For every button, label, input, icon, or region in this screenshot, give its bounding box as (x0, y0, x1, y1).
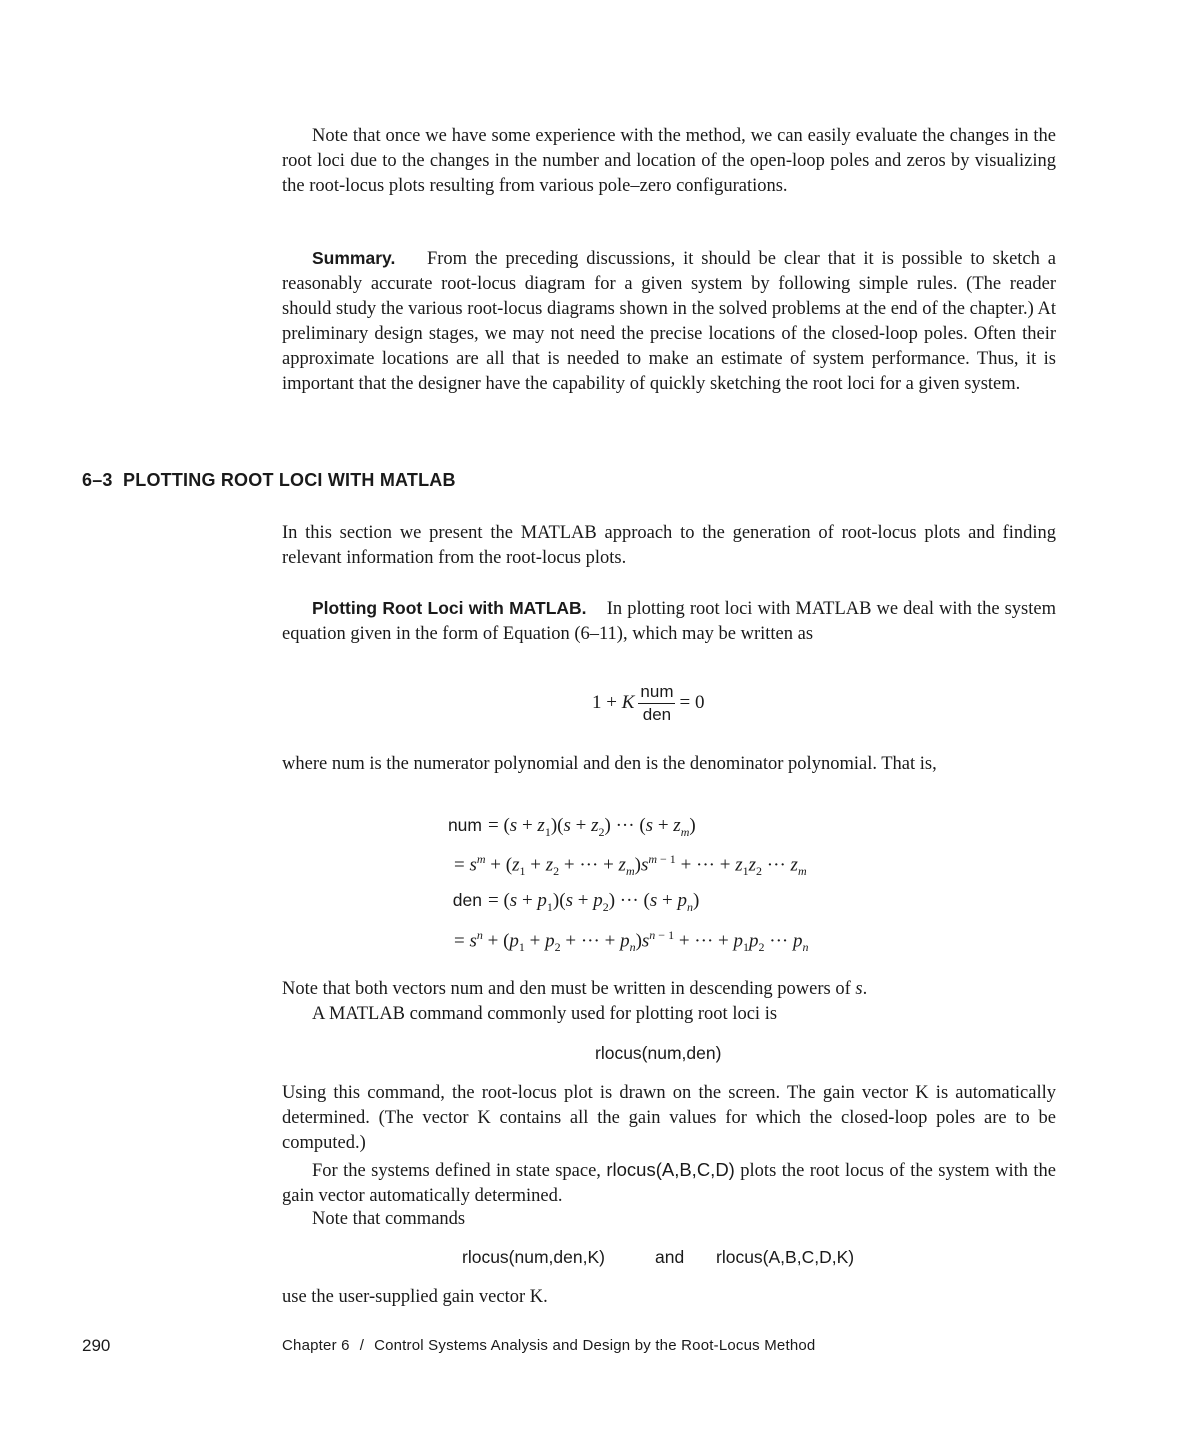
command-rlocus-state-gain: rlocus(A,B,C,D,K) (716, 1247, 855, 1267)
paragraph-command-intro: A MATLAB command commonly used for plotting root loci is (312, 1004, 778, 1024)
paragraph-where: where num is the numerator polynomial and den is the denominator polynomial. That is, (282, 754, 937, 774)
paragraph-intro: In this section we present the MATLAB approach to the generation of root-locus plots and finding relevant information from the root-locus plots. (282, 523, 1056, 568)
paragraph-user-supplied: use the user-supplied gain vector K. (282, 1287, 548, 1307)
eq1-gain-K: K (621, 691, 635, 713)
command-and: and (655, 1247, 685, 1267)
section-title: PLOTTING ROOT LOCI WITH MATLAB (123, 470, 456, 490)
paragraph-open-loop: Note that once we have some experience with the method, we can easily evaluate the changes in the root loci due to the changes in the number and location of the open-loop poles and zeros by visualizing the root-locus plots resulting from various pole–zero configurations. (282, 126, 1056, 196)
plotting-run-in-head: Plotting Root Loci with MATLAB. (312, 598, 587, 618)
command-rlocus-state: rlocus(A,B,C,D) (606, 1159, 735, 1180)
paragraph-plotting (282, 596, 1056, 647)
eq1-fraction (638, 681, 675, 726)
footer-chapter-title: Control Systems Analysis and Design by the Root-Locus Method (374, 1337, 816, 1354)
paragraph-using: Using this command, the root-locus plot is drawn on the screen. The gain vector K is automatically determined. (The vector K contains all the gain values for which the closed-loop poles are to be computed.) (282, 1083, 1056, 1153)
summary-text: From the preceding discussions, it should be clear that it is possible to sketch a reasonably accurate root-locus diagram for a given system by following simple rules. (The reader should study the various root-locus diagrams shown in the solved problems at the end of the chapter.) At preliminary design stages, we may not need the precise locations of the closed-loop poles. Often their approximate locations are all that is needed to make an estimate of system performance. Thus, it is important that the designer have the capability of quickly sketching the root loci for a given system. (282, 249, 1057, 394)
eq-num-label: num (447, 815, 482, 835)
eq-sign: = (454, 854, 465, 876)
eq1-numerator: num (638, 681, 675, 704)
equation-characteristic (592, 681, 704, 726)
footer-chapter: Chapter 6 (282, 1337, 350, 1354)
eq-den-label: den (452, 890, 482, 910)
summary-run-in-head: Summary. (312, 248, 396, 268)
command-rlocus-basic: rlocus(num,den) (595, 1043, 722, 1063)
eq-sign: = (488, 890, 499, 911)
equation-den-expanded: = $s^n + (p_1 + p_2$ + ··· + $p_n)s^{n - 1}$ + ··· + $p_1p_2$ ··· $p_n$ (454, 928, 809, 955)
eq1-lhs: 1 + (592, 691, 622, 713)
equation-den-factored: den = $(s + p_1)(s + p_2)$ ··· $(s + p_n)$ (390, 890, 990, 916)
eq1-denominator: den (642, 705, 672, 724)
section-number: 6–3 (82, 470, 113, 490)
eq1-rhs: = 0 (679, 691, 705, 713)
eq-sign: = (454, 930, 465, 952)
footer-separator: / (359, 1337, 365, 1354)
page-number: 290 (82, 1336, 111, 1355)
plotting-text: In plotting root loci with MATLAB we deal with the system equation given in the form of Equation (6–11), which may be written as (282, 599, 1056, 644)
command-rlocus-gain: rlocus(num,den,K) (462, 1247, 605, 1267)
paragraph-state-space: For the systems defined in state space, rlocus(A,B,C,D) plots the root locus of the system with the gain vector automatically determined. (282, 1159, 1057, 1206)
section-heading (82, 470, 456, 491)
paragraph-summary (282, 246, 1056, 397)
running-footer (282, 1337, 815, 1354)
equation-num-expanded: = $s^m + (z_1 + z_2$ + ··· + $z_m)s^{m - 1}$ + ··· + $z_1z_2$ ··· $z_m$ (454, 852, 807, 879)
paragraph-descending-powers: Note that both vectors num and den must be written in descending powers of s. (282, 979, 868, 999)
paragraph-note-commands: Note that commands (312, 1209, 466, 1229)
eq-sign: = (488, 815, 499, 836)
equation-num-factored: num = $(s + z_1)(s + z_2)$ ··· $(s + z_m)$ (390, 815, 990, 841)
variable-s: s (855, 979, 863, 999)
